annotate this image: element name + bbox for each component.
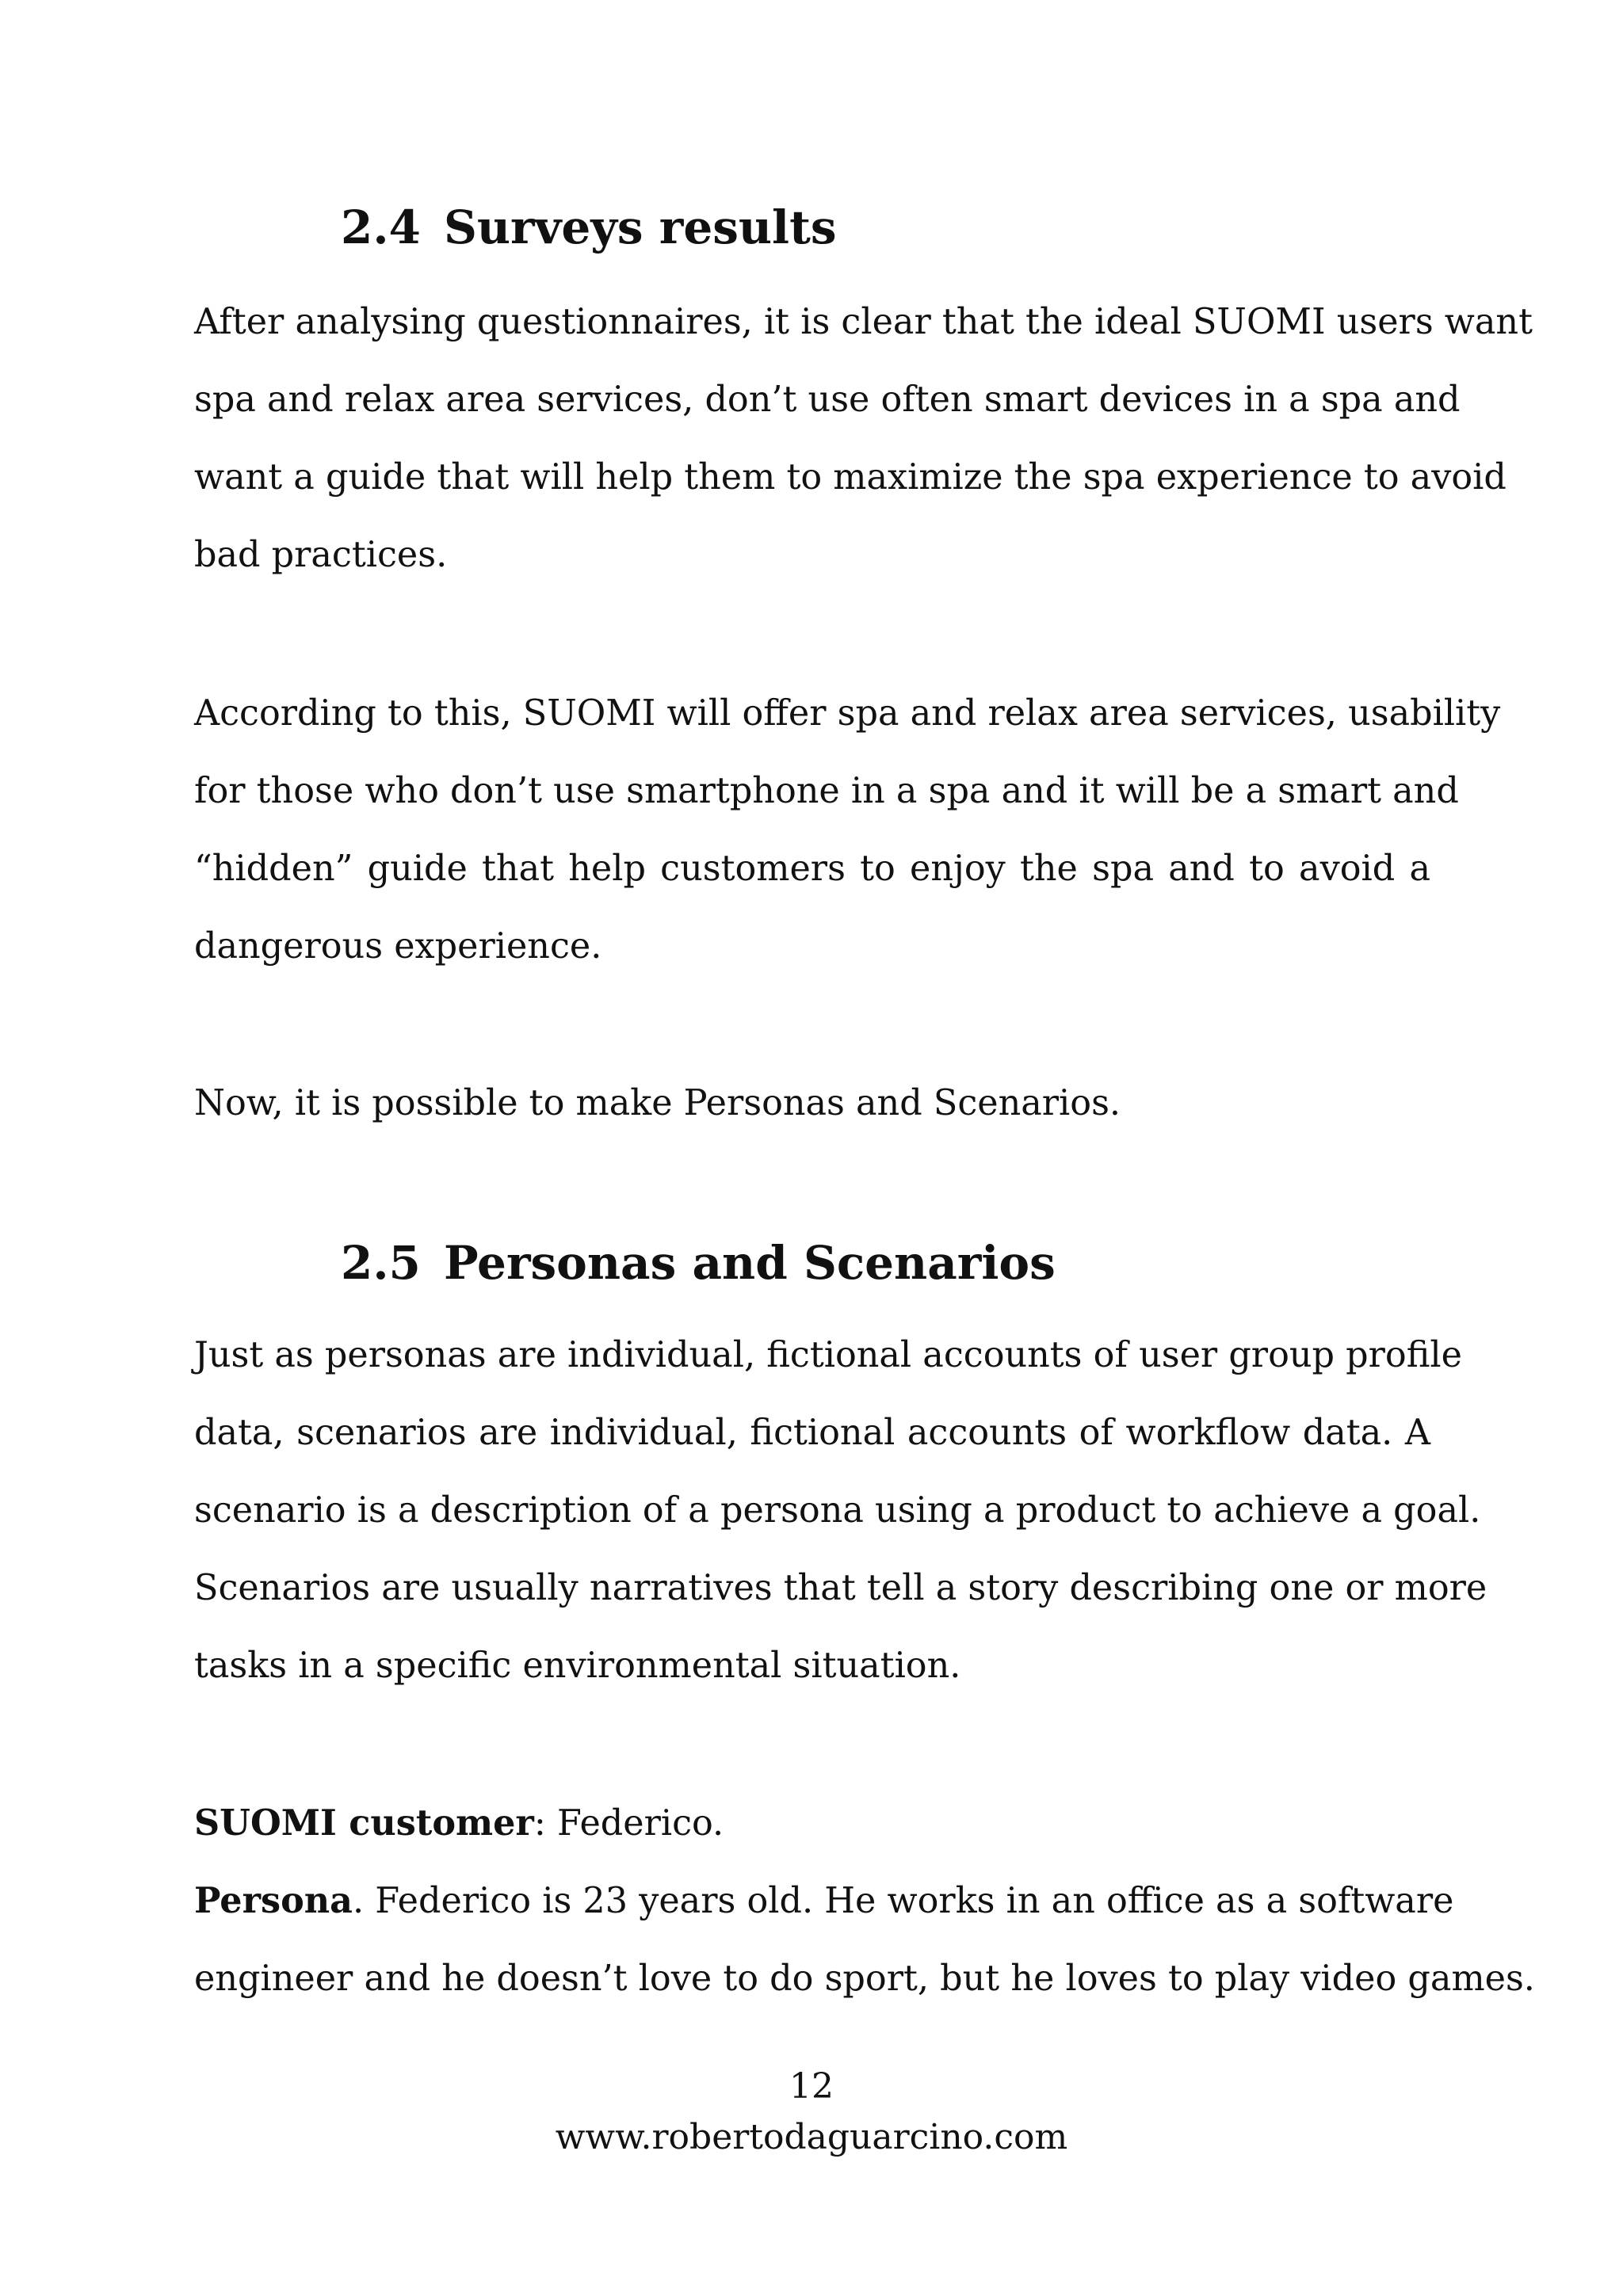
section-number: 2.4 bbox=[341, 200, 421, 254]
text-line: engineer and he doesn’t love to do sport, but he loves to play video games. bbox=[194, 1958, 1535, 1999]
section-number: 2.5 bbox=[341, 1236, 421, 1290]
text-line: tasks in a specific environmental situation. bbox=[194, 1646, 961, 1686]
persona-text: . Federico is 23 years old. He works in an office as a software bbox=[352, 1881, 1454, 1921]
page-number: 12 bbox=[789, 2066, 834, 2107]
text-line: Scenarios are usually narratives that tell a story describing one or more bbox=[194, 1568, 1487, 1608]
text-line: for those who don’t use smartphone in a spa and it will be a smart and bbox=[194, 771, 1459, 811]
section-heading-2-4 bbox=[341, 200, 837, 254]
text-line: Just as personas are individual, fictional accounts of user group profile bbox=[194, 1335, 1462, 1375]
paragraph-scenarios-definition bbox=[194, 1317, 1487, 1705]
customer-line bbox=[194, 1784, 724, 1863]
text-line: “hidden” guide that help customers to enjoy the spa and to avoid a bbox=[194, 849, 1430, 889]
paragraph-persona bbox=[194, 1862, 1535, 2018]
customer-label: SUOMI customer bbox=[194, 1802, 534, 1844]
text-line bbox=[194, 1862, 1454, 1940]
text-line: bad practices. bbox=[194, 535, 448, 575]
section-title: Personas and Scenarios bbox=[444, 1236, 1056, 1290]
paragraph-personas-intro: Now, it is possible to make Personas and Scenarios. bbox=[194, 1083, 1121, 1123]
section-heading-2-5 bbox=[341, 1236, 1056, 1290]
paragraph-suomi-offer bbox=[194, 675, 1501, 986]
text-line: spa and relax area services, don’t use often smart devices in a spa and bbox=[194, 379, 1461, 420]
text-line: scenario is a description of a persona using a product to achieve a goal. bbox=[194, 1490, 1481, 1531]
text-line: want a guide that will help them to maximize the spa experience to avoid bbox=[194, 457, 1507, 498]
text-line: According to this, SUOMI will offer spa and relax area services, usability bbox=[194, 693, 1501, 734]
text-line: After analysing questionnaires, it is clear that the ideal SUOMI users want bbox=[194, 302, 1533, 342]
text-line: data, scenarios are individual, fictional accounts of workflow data. A bbox=[194, 1413, 1430, 1453]
customer-value: : Federico. bbox=[533, 1803, 724, 1844]
text-line: dangerous experience. bbox=[194, 926, 602, 967]
footer-website: www.robertodaguarcino.com bbox=[555, 2117, 1068, 2157]
section-title: Surveys results bbox=[444, 200, 837, 254]
persona-label: Persona bbox=[194, 1880, 353, 1921]
paragraph-surveys-conclusion bbox=[194, 284, 1533, 594]
